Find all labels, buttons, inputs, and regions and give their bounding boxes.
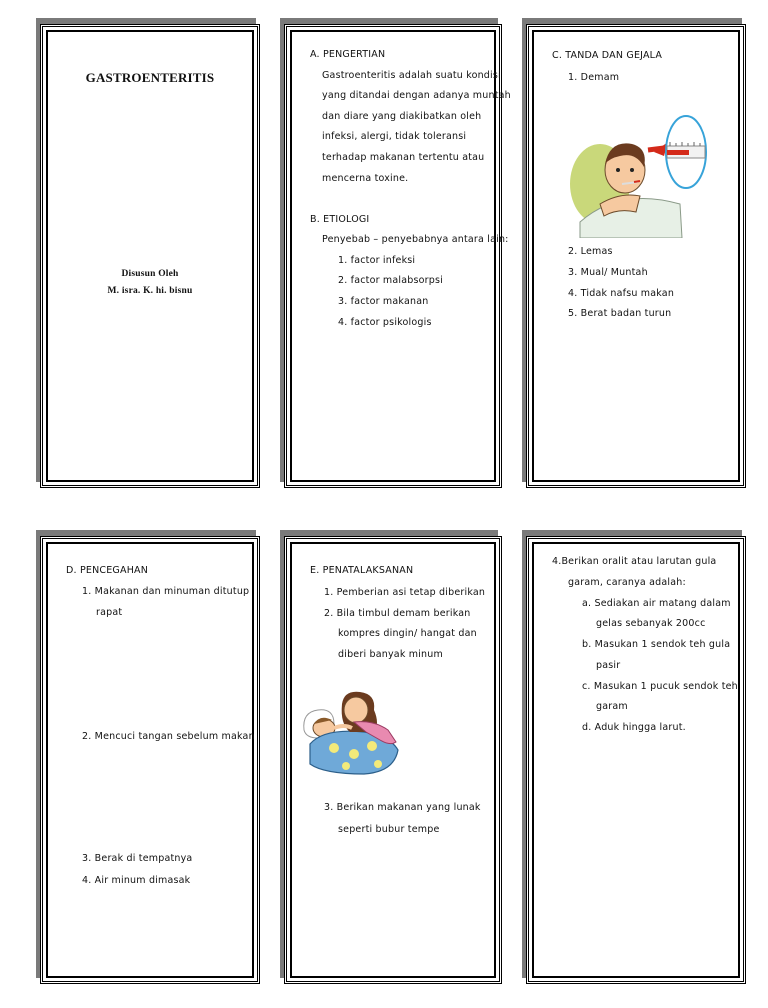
cover-title: GASTROENTERITIS: [85, 70, 215, 85]
panel-pengertian-etiologi: [284, 24, 511, 488]
penatalaksanan-item: 3. Berikan makanan yang lunak: [324, 802, 481, 813]
pencegahan-item: 2. Mencuci tangan sebelum makan: [82, 731, 255, 742]
oralit-step: c. Masukan 1 pucuk sendok teh: [582, 681, 738, 692]
oralit-step: d. Aduk hingga larut.: [582, 722, 686, 733]
panel-oralit: [526, 536, 746, 984]
section-a-line: infeksi, alergi, tidak toleransi: [322, 131, 467, 142]
cover-author: M. isra. K. hi. bisnu: [107, 286, 193, 296]
oralit-step: b. Masukan 1 sendok teh gula: [582, 639, 731, 650]
panel-tanda-gejala: [526, 24, 746, 488]
panel-penatalaksanan: [284, 536, 502, 984]
section-d-heading: D. PENCEGAHAN: [66, 565, 149, 576]
penatalaksanan-item: diberi banyak minum: [338, 649, 443, 660]
section-a-line: dan diare yang diakibatkan oleh: [322, 111, 482, 122]
etiologi-item: 4. factor psikologis: [338, 317, 432, 328]
pencegahan-item: 3. Berak di tempatnya: [82, 853, 193, 864]
etiologi-item: 1. factor infeksi: [338, 255, 416, 266]
section-a-line: terhadap makanan tertentu atau: [322, 152, 485, 163]
oralit-line: garam, caranya adalah:: [568, 577, 686, 588]
oralit-line: 4.Berikan oralit atau larutan gula: [552, 556, 717, 567]
penatalaksanan-item: 1. Pemberian asi tetap diberikan: [324, 587, 486, 598]
panel-pencegahan: [40, 536, 260, 984]
panel-cover: [40, 24, 260, 488]
gejala-item: 4. Tidak nafsu makan: [568, 288, 675, 299]
sick-man-thermometer-illustration: [570, 112, 710, 238]
pencegahan-item: 4. Air minum dimasak: [82, 875, 191, 886]
section-e-heading: E. PENATALAKSANAN: [310, 565, 414, 576]
gejala-item: 5. Berat badan turun: [568, 308, 672, 319]
pencegahan-item: 1. Makanan dan minuman ditutup: [82, 586, 250, 597]
penatalaksanan-item: 2. Bila timbul demam berikan: [324, 608, 471, 619]
section-b-heading: B. ETIOLOGI: [310, 214, 370, 225]
etiologi-item: 3. factor makanan: [338, 296, 429, 307]
oralit-step: pasir: [596, 660, 621, 671]
oralit-step: garam: [596, 701, 628, 712]
penatalaksanan-item: kompres dingin/ hangat dan: [338, 628, 477, 639]
section-a-line: mencerna toxine.: [322, 173, 409, 184]
etiologi-item: 2. factor malabsorpsi: [338, 275, 443, 286]
section-a-line: Gastroenteritis adalah suatu kondisi: [322, 70, 501, 81]
section-a-line: yang ditandai dengan adanya muntah: [322, 90, 511, 101]
oralit-step: a. Sediakan air matang dalam: [582, 598, 731, 609]
gejala-item: 2. Lemas: [568, 246, 613, 257]
pencegahan-item: rapat: [96, 607, 123, 618]
mother-child-in-bed-illustration: [294, 684, 408, 776]
oralit-step: gelas sebanyak 200cc: [596, 618, 706, 629]
section-c-heading: C. TANDA DAN GEJALA: [552, 50, 663, 61]
penatalaksanan-item: seperti bubur tempe: [338, 824, 440, 835]
section-a-heading: A. PENGERTIAN: [310, 49, 386, 60]
gejala-item: 3. Mual/ Muntah: [568, 267, 648, 278]
cover-by-label: Disusun Oleh: [121, 269, 179, 279]
section-b-intro: Penyebab – penyebabnya antara lain:: [322, 234, 509, 245]
gejala-item: 1. Demam: [568, 72, 620, 83]
